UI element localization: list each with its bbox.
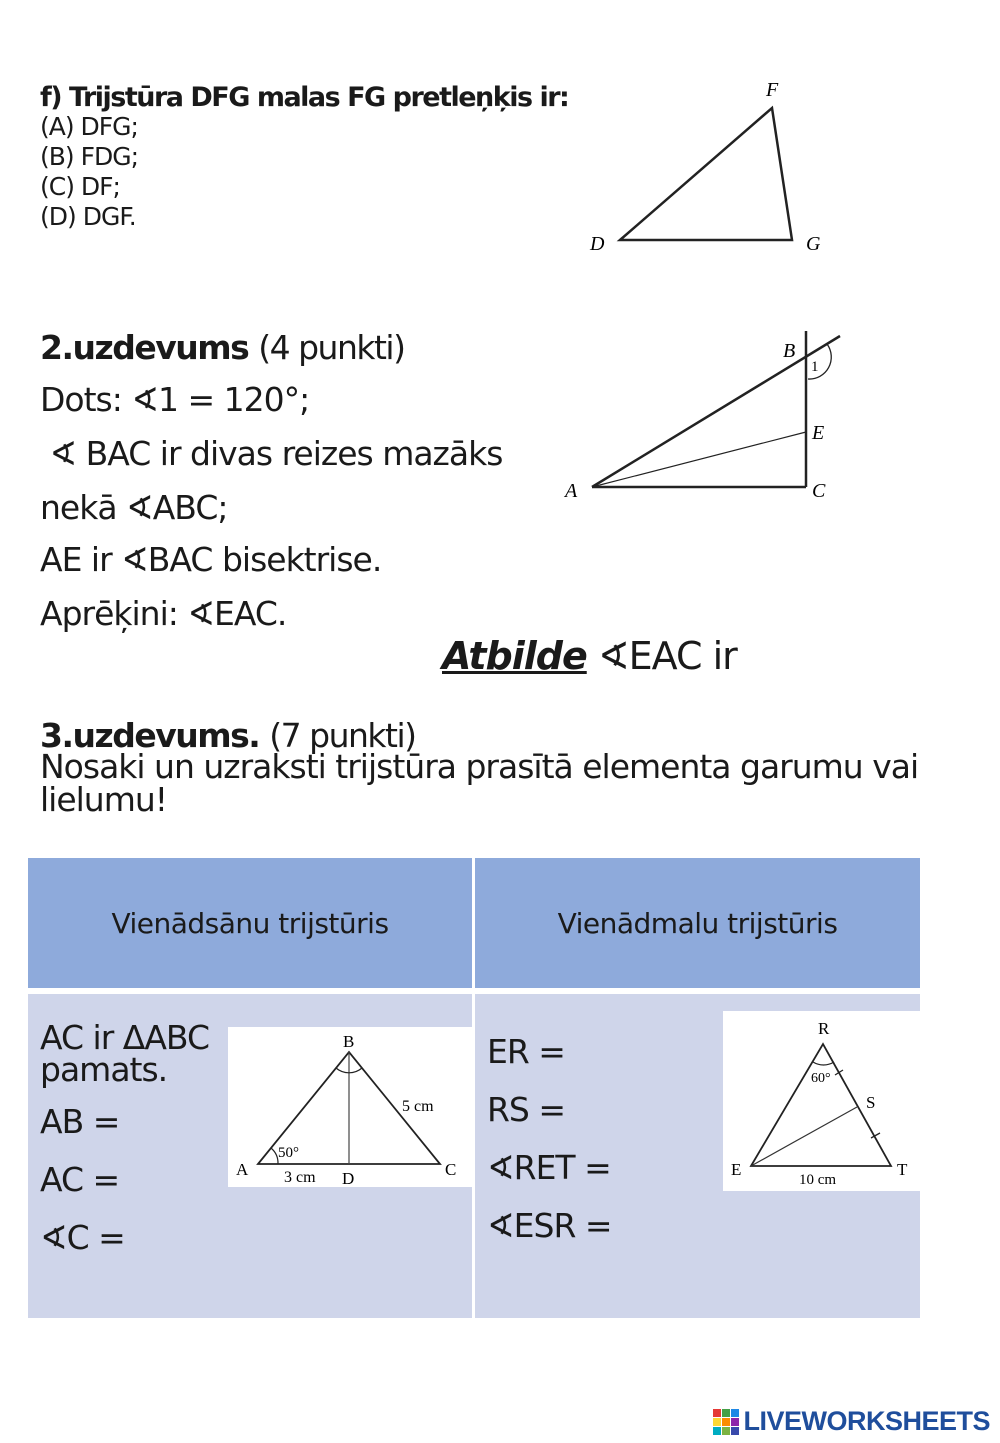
segment-es (751, 1107, 857, 1166)
triangle-abc-figure (555, 325, 855, 510)
task2-condition-line: ∢ BAC ir divas reizes mazāks (40, 434, 503, 473)
field-er-label: ER = (487, 1032, 565, 1071)
table-header-equilateral (475, 858, 920, 988)
task2-bisector-line: AE ir ∢BAC bisektrise. (40, 540, 382, 579)
answer-text: ∢EAC ir (586, 634, 737, 678)
isosceles-intro (40, 1018, 210, 1089)
label-t: T (897, 1160, 908, 1179)
label-a: A (565, 480, 578, 502)
label-b-iso: B (343, 1032, 355, 1051)
isosceles-intro-line-1: AC ir ΔABC (40, 1018, 210, 1057)
option-a: (A) DFG; (40, 112, 138, 141)
logo-text: LIVEWORKSHEETS (743, 1406, 990, 1436)
label-b: B (783, 340, 796, 362)
task2-points: (4 punkti) (258, 328, 405, 367)
field-ac-label: AC = (40, 1160, 120, 1199)
isosceles-triangle-figure (228, 1027, 472, 1187)
option-b: (B) FDG; (40, 142, 139, 171)
triangle-dfg-figure (580, 70, 840, 265)
liveworksheets-logo (713, 1406, 990, 1437)
label-s: S (866, 1093, 876, 1112)
bisector-ae (592, 432, 806, 487)
logo-icon (713, 1409, 739, 1435)
equilateral-triangle-figure (723, 1011, 920, 1191)
label-e: E (812, 422, 825, 444)
length-et-label: 10 cm (799, 1172, 837, 1188)
length-bc-label: 5 cm (402, 1098, 434, 1115)
length-ad-label: 3 cm (284, 1169, 316, 1186)
question-f-text: f) Trijstūra DFG malas FG pretleņķis ir: (40, 82, 569, 113)
field-angle-c-label: ∢C = (40, 1218, 125, 1257)
line-ab-extended (592, 336, 840, 487)
header-equilateral-label: Vienādmalu trijstūris (557, 906, 838, 940)
field-angle-esr-label: ∢ESR = (487, 1206, 612, 1245)
task3-title: 3.uzdevums. (40, 716, 260, 755)
angle-a-label: 50° (278, 1145, 299, 1161)
task2-condition-line-2: nekā ∢ABC; (40, 488, 228, 527)
task2-title: 2.uzdevums (40, 328, 249, 367)
triangle-dfg (620, 108, 792, 240)
label-r: R (818, 1019, 830, 1038)
header-isosceles-label: Vienādsānu trijstūris (111, 906, 389, 940)
task3-description: Nosaki un uzraksti trijstūra prasītā elementa garumu vai lielumu! (40, 747, 919, 819)
answer-label: Atbilde (442, 634, 587, 678)
label-a-iso: A (236, 1160, 249, 1179)
label-f: F (766, 79, 779, 101)
label-angle-1: 1 (811, 359, 819, 375)
label-g: G (806, 233, 821, 255)
field-angle-ret-label: ∢RET = (487, 1148, 611, 1187)
task3-points: (7 punkti) (269, 716, 416, 755)
label-d: D (590, 233, 605, 255)
option-d: (D) DGF. (40, 202, 136, 231)
table-header-isosceles (28, 858, 472, 988)
label-c-iso: C (445, 1160, 457, 1179)
angle-a-arc (271, 1148, 278, 1164)
option-c: (C) DF; (40, 172, 120, 201)
label-c: C (812, 480, 826, 502)
answer-line (442, 634, 737, 678)
field-rs-label: RS = (487, 1090, 566, 1129)
task2-given-line: Dots: ∢1 = 120°; (40, 380, 310, 419)
label-d-iso: D (342, 1169, 355, 1187)
label-e-eq: E (731, 1160, 742, 1179)
angle-r-label: 60° (811, 1071, 831, 1086)
task2-find-line: Aprēķini: ∢EAC. (40, 594, 287, 633)
task2-heading (40, 328, 404, 367)
angle-r-arc (813, 1062, 834, 1065)
field-ab-label: AB = (40, 1102, 120, 1141)
isosceles-intro-line-2: pamats. (40, 1050, 168, 1089)
